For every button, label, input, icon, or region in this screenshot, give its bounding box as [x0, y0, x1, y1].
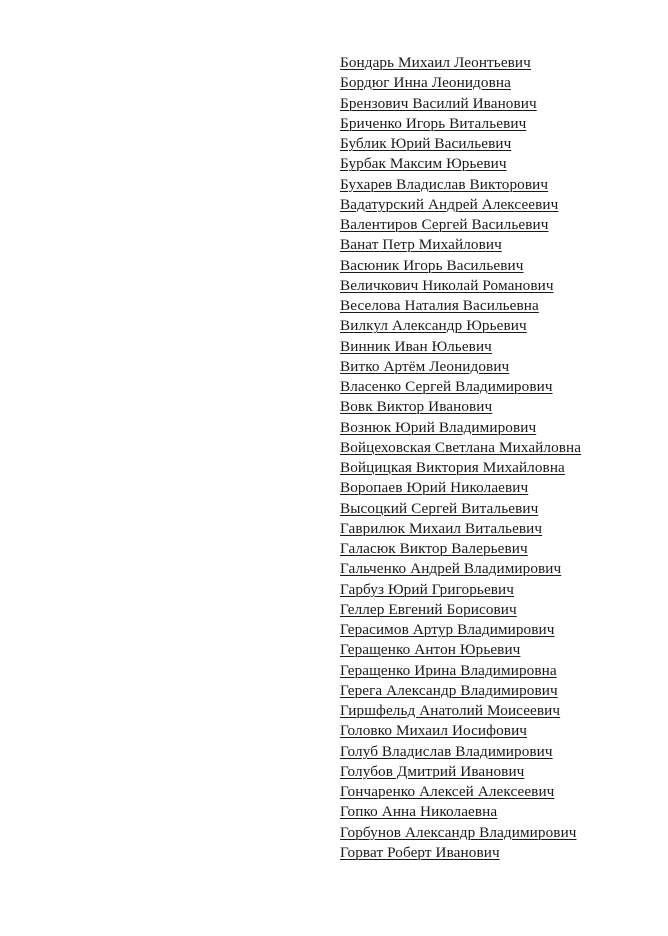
list-item: Величкович Николай Романович: [340, 276, 554, 294]
name-list: [340, 53, 581, 863]
list-item: Вознюк Юрий Владимирович: [340, 418, 537, 436]
list-item: Бордюг Инна Леонидовна: [340, 74, 511, 92]
list-item: Бриченко Игорь Витальевич: [340, 114, 527, 132]
list-item: Бурбак Максим Юрьевич: [340, 155, 507, 173]
list-item: Брензович Василий Иванович: [340, 94, 537, 112]
list-item: Гаврилюк Михаил Витальевич: [340, 519, 543, 537]
list-item: Войцицкая Виктория Михайловна: [340, 459, 565, 476]
list-item: Гопко Анна Николаевна: [340, 803, 498, 821]
list-item: Галасюк Виктор Валерьевич: [340, 540, 528, 557]
list-item: Высоцкий Сергей Витальевич: [340, 499, 539, 517]
list-item: Веселова Наталия Васильевна: [340, 297, 539, 314]
list-item: Геращенко Антон Юрьевич: [340, 641, 521, 659]
list-item: Власенко Сергей Владимирович: [340, 378, 553, 395]
list-item: Геращенко Ирина Владимировна: [340, 661, 557, 679]
list-item: Вилкул Александр Юрьевич: [340, 317, 527, 335]
list-item: Васюник Игорь Васильевич: [340, 256, 524, 274]
list-item: Бублик Юрий Васильевич: [340, 135, 512, 152]
list-item: Гарбуз Юрий Григорьевич: [340, 580, 515, 598]
list-item: Бухарев Владислав Викторович: [340, 175, 549, 193]
list-item: Герасимов Артур Владимирович: [340, 621, 555, 638]
list-item: Гончаренко Алексей Алексеевич: [340, 783, 555, 800]
list-item: Бондарь Михаил Леонтьевич: [340, 54, 531, 71]
list-item: Горбунов Александр Владимирович: [340, 823, 577, 841]
list-item: Головко Михаил Иосифович: [340, 722, 528, 740]
list-item: Вадатурский Андрей Алексеевич: [340, 195, 559, 213]
list-item: Гальченко Андрей Владимирович: [340, 560, 562, 578]
list-item: Гиршфельд Анатолий Моисеевич: [340, 702, 561, 719]
list-item: Валентиров Сергей Васильевич: [340, 216, 549, 233]
list-item: Герега Александр Владимирович: [340, 681, 558, 699]
list-item: Геллер Евгений Борисович: [340, 600, 517, 618]
list-item: Воропаев Юрий Николаевич: [340, 479, 529, 497]
list-item: Ванат Петр Михайлович: [340, 236, 502, 254]
list-item: Винник Иван Юльевич: [340, 337, 492, 355]
list-item: Голубов Дмитрий Иванович: [340, 762, 525, 780]
list-item: Горват Роберт Иванович: [340, 843, 500, 861]
list-item: Голуб Владислав Владимирович: [340, 742, 553, 760]
list-item: Витко Артём Леонидович: [340, 357, 510, 375]
list-item: Войцеховская Светлана Михайловна: [340, 438, 582, 456]
list-item: Вовк Виктор Иванович: [340, 398, 493, 416]
